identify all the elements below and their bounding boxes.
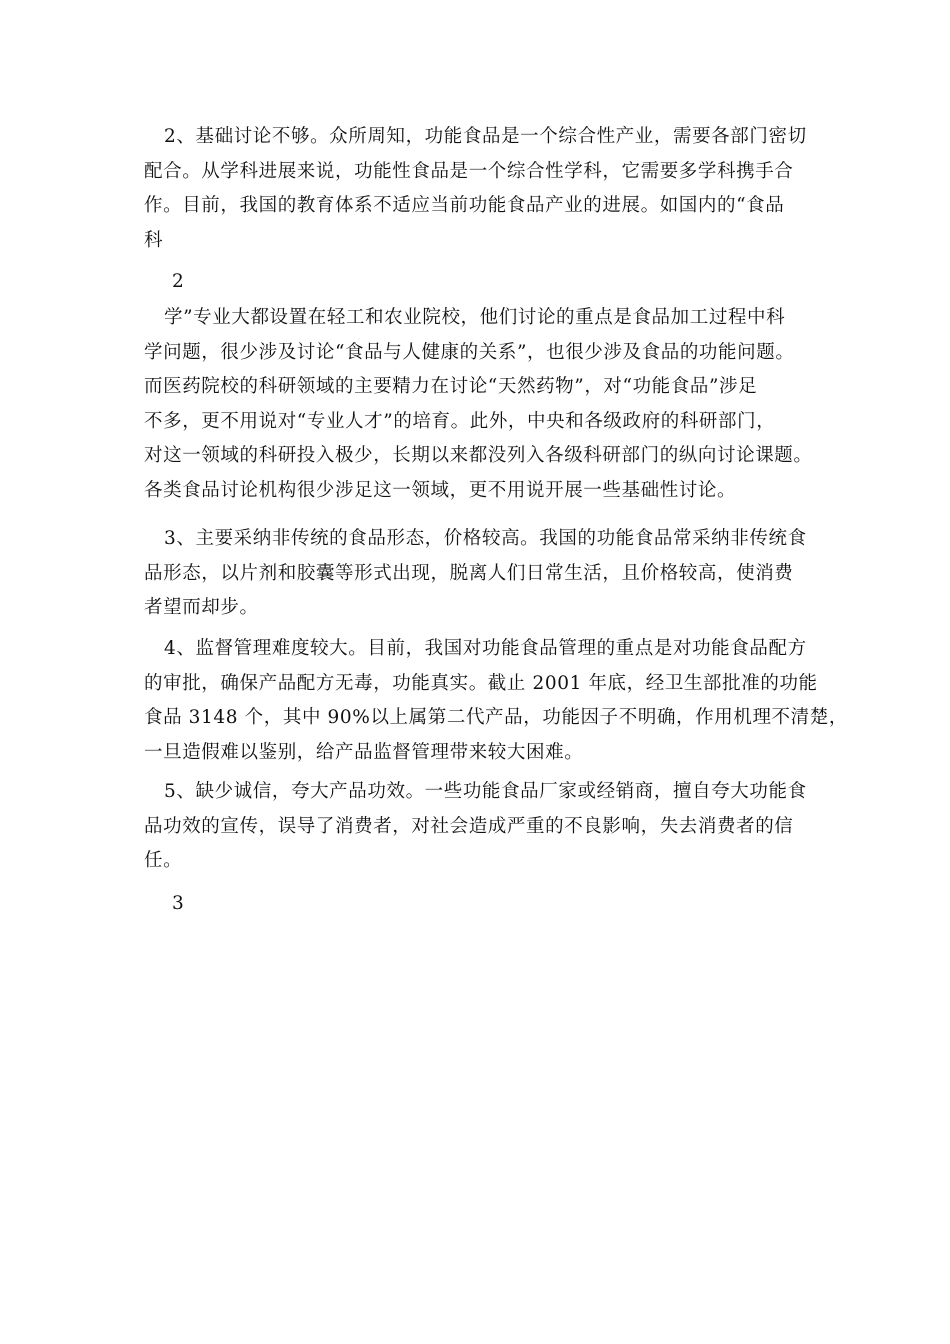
text-line: 品功效的宣传，误导了消费者，对社会造成严重的不良影响，失去消费者的信 — [144, 815, 794, 837]
page-number: 3 — [172, 893, 184, 914]
page-number: 2 — [172, 271, 184, 292]
text-line: 作。目前，我国的教育体系不适应当前功能食品产业的进展。如国内的“食品 — [144, 195, 785, 216]
text-line: 而医药院校的科研领域的主要精力在讨论“天然药物”，对“功能食品”涉足 — [144, 376, 758, 397]
text-line: 不多，更不用说对“专业人才”的培育。此外，中央和各级政府的科研部门， — [144, 410, 776, 432]
text-line: 2、基础讨论不够。众所周知，功能食品是一个综合性产业，需要各部门密切 — [164, 126, 807, 147]
text-line: 食品 3148 个，其中 90%以上属第二代产品，功能因子不明确，作用机理不清楚， — [144, 707, 848, 728]
text-line: 配合。从学科进展来说，功能性食品是一个综合性学科，它需要多学科携手合 — [144, 160, 794, 182]
text-line: 对这一领域的科研投入极少，长期以来都没列入各级科研部门的纵向讨论课题。 — [144, 445, 813, 466]
text-line: 学”专业大都设置在轻工和农业院校，他们讨论的重点是食品加工过程中科 — [164, 307, 786, 328]
paragraph-food-form — [144, 522, 812, 626]
text-line: 各类食品讨论机构很少涉足这一领域，更不用说开展一些基础性讨论。 — [144, 479, 737, 501]
text-line: 的审批，确保产品配方无毒，功能真实。截止 2001 年底，经卫生部批准的功能 — [144, 672, 818, 694]
text-line: 品形态，以片剂和胶囊等形式出现，脱离人们日常生活，且价格较高，使消费 — [144, 562, 794, 584]
text-line: 任。 — [144, 850, 183, 871]
paragraph-integrity — [144, 775, 812, 879]
paragraph-basic-research — [144, 120, 812, 258]
paragraph-basic-research-continued — [144, 301, 812, 508]
text-line: 5、缺少诚信，夸大产品功效。一些功能食品厂家或经销商，擅自夸大功能食 — [164, 781, 807, 802]
paragraph-supervision — [144, 632, 848, 770]
text-line: 4、监督管理难度较大。目前，我国对功能食品管理的重点是对功能食品配方 — [164, 638, 807, 659]
text-line: 3、主要采纳非传统的食品形态，价格较高。我国的功能食品常采纳非传统食 — [164, 528, 807, 549]
text-line: 科 — [144, 229, 164, 251]
text-line: 学问题，很少涉及讨论“食品与人健康的关系”，也很少涉及食品的功能问题。 — [144, 341, 795, 363]
text-line: 一旦造假难以鉴别，给产品监督管理带来较大困难。 — [144, 741, 584, 763]
text-line: 者望而却步。 — [144, 597, 259, 618]
